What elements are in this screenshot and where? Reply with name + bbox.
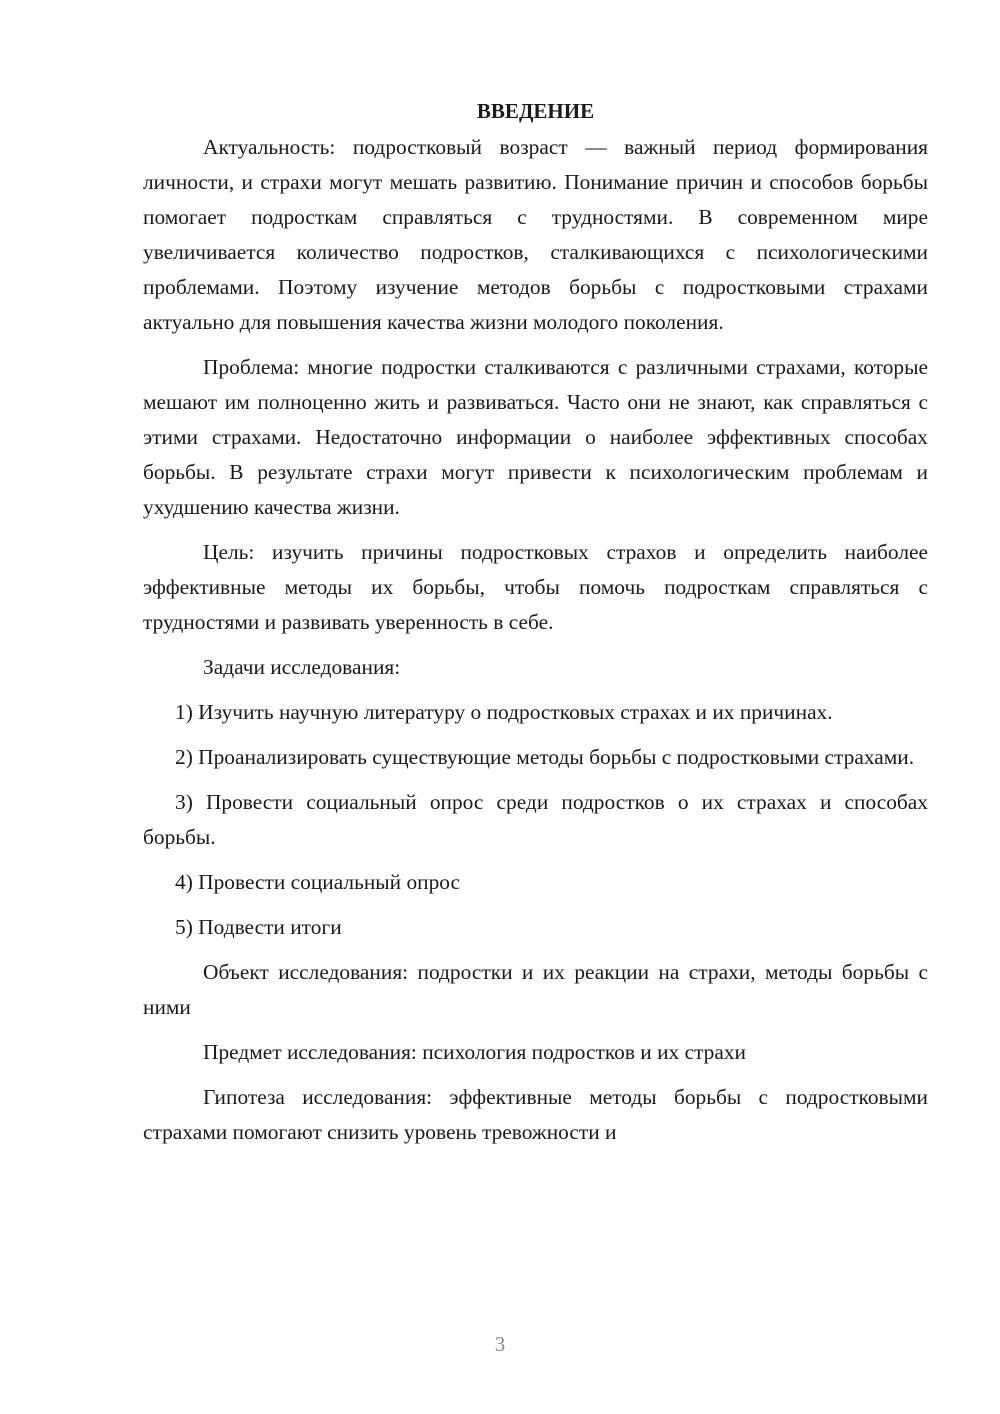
relevance-paragraph: Актуальность: подростковый возраст — важный период формирования личности, и страхи могут мешать развитию. Понимание причин и способов борьбы помогает подросткам справляться с трудностями. В современном мире увеличивается количество подростков, сталкивающихся с психологическими проблемами. Поэтому изучение методов борьбы с подростковыми страхами актуально для повышения качества жизни молодого поколения. (143, 135, 928, 334)
task-item-4: 4) Провести социальный опрос (175, 870, 461, 894)
goal-paragraph: Цель: изучить причины подростковых страхов и определить наиболее эффективные методы их борьбы, чтобы помочь подросткам справляться с трудностями и развивать уверенность в себе. (143, 540, 928, 634)
task-item-1: 1) Изучить научную литературу о подростковых страхах и их причинах. (175, 700, 833, 724)
task-item-2: 2) Проанализировать существующие методы борьбы с подростковыми страхами. (175, 745, 915, 769)
page-number: 3 (494, 1332, 506, 1356)
task-item-5: 5) Подвести итоги (175, 915, 342, 939)
section-heading: ВВЕДЕНИЕ (476, 99, 595, 123)
document-page (143, 96, 928, 1160)
problem-paragraph: Проблема: многие подростки сталкиваются с различными страхами, которые мешают им полноценно жить и развиваться. Часто они не знают, как справляться с этими страхами. Недостаточно информации о наиболее эффективных способах борьбы. В результате страхи могут привести к психологическим проблемам и ухудшению качества жизни. (143, 355, 928, 519)
hypothesis-paragraph: Гипотеза исследования: эффективные методы борьбы с подростковыми страхами помогают снизить уровень тревожности и (143, 1085, 928, 1144)
task-item-3: 3) Провести социальный опрос среди подростков о их страхах и способах борьбы. (143, 790, 928, 849)
subject-paragraph: Предмет исследования: психология подростков и их страхи (203, 1040, 747, 1064)
tasks-title: Задачи исследования: (203, 655, 401, 679)
object-paragraph: Объект исследования: подростки и их реакции на страхи, методы борьбы с ними (143, 960, 928, 1019)
